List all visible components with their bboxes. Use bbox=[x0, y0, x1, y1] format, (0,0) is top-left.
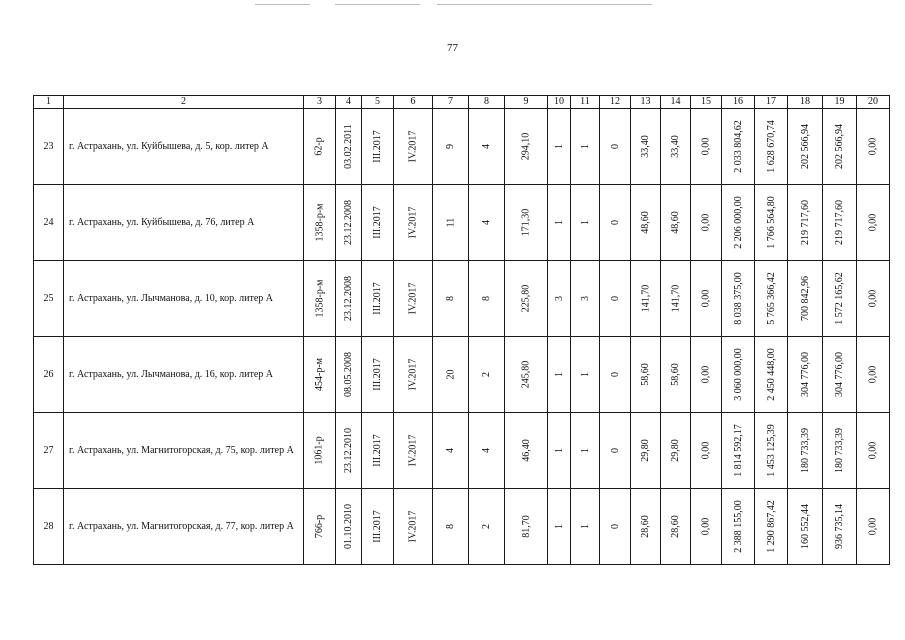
amount-total-text: 8 038 375,00 bbox=[732, 272, 744, 325]
cell-col-13-text: 48,60 bbox=[640, 211, 651, 234]
header-cell: 11 bbox=[571, 96, 600, 109]
cell-col-11 bbox=[571, 489, 600, 565]
decree-date bbox=[336, 337, 362, 413]
cell-col-15-text: 0,00 bbox=[700, 289, 712, 308]
cell-col-12-text: 0 bbox=[609, 372, 621, 377]
cell-col-11 bbox=[571, 109, 600, 185]
decree-date-text: 01.10.2010 bbox=[343, 504, 354, 549]
area-value bbox=[505, 185, 548, 261]
amount-col-17-text: 1 766 564,80 bbox=[765, 196, 777, 249]
address-cell: г. Астрахань, ул. Куйбышева, д. 76, литер А bbox=[64, 185, 304, 261]
decree-date bbox=[336, 109, 362, 185]
cell-col-15-text: 0,00 bbox=[700, 517, 712, 536]
amount-total bbox=[722, 261, 755, 337]
decree-number bbox=[304, 413, 336, 489]
cell-col-15 bbox=[691, 337, 722, 413]
amount-col-17 bbox=[755, 185, 788, 261]
amount-total-text: 2 206 000,00 bbox=[732, 196, 744, 249]
amount-col-17 bbox=[755, 109, 788, 185]
cell-col-15 bbox=[691, 489, 722, 565]
cell-col-14-text: 48,60 bbox=[670, 211, 681, 234]
cell-col-7-text: 8 bbox=[445, 296, 456, 301]
row-number: 24 bbox=[34, 185, 64, 261]
amount-col-18-text: 160 552,44 bbox=[799, 504, 811, 549]
cell-col-7-text: 11 bbox=[444, 217, 456, 228]
cell-col-13-text: 58,60 bbox=[640, 363, 651, 386]
amount-col-18-text: 219 717,60 bbox=[799, 200, 811, 245]
cell-col-11 bbox=[571, 261, 600, 337]
cell-col-13 bbox=[631, 261, 661, 337]
amount-col-20 bbox=[857, 261, 890, 337]
amount-col-18-text: 180 733,39 bbox=[799, 428, 811, 473]
amount-col-20-text: 0,00 bbox=[867, 213, 879, 232]
end-quarter-text: IV.2017 bbox=[407, 358, 419, 391]
cell-col-12 bbox=[600, 413, 631, 489]
cell-col-12-text: 0 bbox=[609, 296, 621, 301]
amount-total bbox=[722, 185, 755, 261]
cell-col-11 bbox=[571, 337, 600, 413]
table-row bbox=[34, 413, 890, 489]
amount-col-19-text: 304 776,00 bbox=[834, 352, 845, 397]
header-cell: 10 bbox=[548, 96, 571, 109]
area-value-text: 171,30 bbox=[520, 208, 532, 237]
amount-col-19-text: 219 717,60 bbox=[834, 200, 845, 245]
table-row bbox=[34, 489, 890, 565]
end-quarter-text: IV.2017 bbox=[407, 510, 419, 543]
amount-col-20-text: 0,00 bbox=[867, 441, 879, 460]
row-number: 26 bbox=[34, 337, 64, 413]
cell-col-12 bbox=[600, 489, 631, 565]
data-table bbox=[33, 95, 890, 565]
amount-col-19-text: 1 572 165,62 bbox=[834, 272, 845, 325]
address-cell: г. Астрахань, ул. Лычманова, д. 16, кор. литер А bbox=[64, 337, 304, 413]
start-quarter bbox=[362, 413, 394, 489]
cell-col-13 bbox=[631, 413, 661, 489]
amount-col-17-text: 1 453 125,39 bbox=[765, 424, 777, 477]
amount-col-17-text: 1 628 670,74 bbox=[765, 120, 777, 173]
amount-col-17 bbox=[755, 261, 788, 337]
area-value-text: 294,10 bbox=[520, 132, 532, 161]
amount-total-text: 2 388 155,00 bbox=[732, 500, 744, 553]
amount-col-18 bbox=[788, 109, 823, 185]
address-cell: г. Астрахань, ул. Куйбышева, д. 5, кор. литер А bbox=[64, 109, 304, 185]
end-quarter bbox=[394, 261, 433, 337]
start-quarter-text: III.2017 bbox=[372, 434, 383, 467]
row-number: 25 bbox=[34, 261, 64, 337]
start-quarter-text: III.2017 bbox=[372, 358, 383, 391]
cell-col-10 bbox=[548, 261, 571, 337]
decree-date-text: 03.02.2011 bbox=[343, 124, 355, 169]
cell-col-11-text: 1 bbox=[579, 524, 591, 529]
cell-col-12 bbox=[600, 261, 631, 337]
cell-col-14-text: 141,70 bbox=[670, 284, 681, 313]
decree-number-text: 62-р bbox=[314, 137, 325, 156]
cell-col-15-text: 0,00 bbox=[700, 441, 712, 460]
cell-col-10-text: 1 bbox=[553, 220, 565, 225]
amount-col-20-text: 0,00 bbox=[867, 517, 879, 536]
cell-col-15 bbox=[691, 109, 722, 185]
amount-col-17-text: 1 290 867,42 bbox=[765, 500, 777, 553]
amount-col-20 bbox=[857, 185, 890, 261]
cell-col-10-text: 1 bbox=[553, 372, 565, 377]
address-cell: г. Астрахань, ул. Магнитогорская, д. 75, кор. литер А bbox=[64, 413, 304, 489]
scan-artifact-line bbox=[335, 4, 420, 5]
decree-date-text: 08.05.2008 bbox=[343, 352, 354, 397]
amount-col-19 bbox=[823, 337, 857, 413]
area-value bbox=[505, 109, 548, 185]
start-quarter-text: III.2017 bbox=[372, 510, 383, 543]
area-value-text: 225,80 bbox=[520, 284, 532, 313]
cell-col-10-text: 3 bbox=[553, 296, 565, 301]
start-quarter-text: III.2017 bbox=[372, 282, 383, 315]
cell-col-8-text: 2 bbox=[481, 524, 492, 529]
header-cell: 15 bbox=[691, 96, 722, 109]
cell-col-10 bbox=[548, 413, 571, 489]
cell-col-10 bbox=[548, 109, 571, 185]
start-quarter bbox=[362, 261, 394, 337]
address-cell: г. Астрахань, ул. Магнитогорская, д. 77, кор. литер А bbox=[64, 489, 304, 565]
decree-number-text: 766-р bbox=[314, 514, 325, 539]
cell-col-8 bbox=[469, 337, 505, 413]
amount-col-20 bbox=[857, 337, 890, 413]
end-quarter-text: IV.2017 bbox=[407, 434, 419, 467]
cell-col-14 bbox=[661, 337, 691, 413]
header-row bbox=[34, 96, 890, 109]
cell-col-8 bbox=[469, 109, 505, 185]
amount-col-17-text: 5 765 366,42 bbox=[765, 272, 777, 325]
scan-artifact-line bbox=[255, 4, 310, 5]
area-value bbox=[505, 261, 548, 337]
amount-total bbox=[722, 337, 755, 413]
amount-col-20-text: 0,00 bbox=[867, 137, 879, 156]
scan-artifact-line bbox=[437, 4, 652, 5]
address-cell: г. Астрахань, ул. Лычманова, д. 10, кор. литер А bbox=[64, 261, 304, 337]
cell-col-13-text: 33,40 bbox=[640, 135, 651, 158]
cell-col-13-text: 28,60 bbox=[640, 515, 651, 538]
amount-col-17 bbox=[755, 489, 788, 565]
cell-col-8 bbox=[469, 489, 505, 565]
cell-col-15-text: 0,00 bbox=[700, 213, 712, 232]
amount-col-17-text: 2 450 448,00 bbox=[765, 348, 777, 401]
amount-col-18 bbox=[788, 261, 823, 337]
cell-col-11-text: 1 bbox=[579, 220, 591, 225]
cell-col-10 bbox=[548, 489, 571, 565]
cell-col-11-text: 1 bbox=[579, 448, 591, 453]
amount-col-18 bbox=[788, 337, 823, 413]
cell-col-15-text: 0,00 bbox=[700, 137, 712, 156]
header-cell: 13 bbox=[631, 96, 661, 109]
header-cell: 19 bbox=[823, 96, 857, 109]
cell-col-7-text: 9 bbox=[445, 144, 456, 149]
cell-col-10-text: 1 bbox=[553, 448, 565, 453]
cell-col-12-text: 0 bbox=[609, 220, 621, 225]
table-row bbox=[34, 185, 890, 261]
cell-col-13 bbox=[631, 185, 661, 261]
header-cell: 4 bbox=[336, 96, 362, 109]
cell-col-8 bbox=[469, 261, 505, 337]
cell-col-11-text: 1 bbox=[579, 372, 591, 377]
cell-col-12 bbox=[600, 337, 631, 413]
amount-col-19-text: 180 733,39 bbox=[834, 428, 845, 473]
start-quarter-text: III.2017 bbox=[372, 206, 383, 239]
cell-col-8-text: 4 bbox=[481, 144, 492, 149]
page-number: 77 bbox=[447, 42, 458, 54]
amount-col-18 bbox=[788, 185, 823, 261]
end-quarter-text: IV.2017 bbox=[407, 130, 419, 163]
header-cell: 3 bbox=[304, 96, 336, 109]
amount-col-19 bbox=[823, 109, 857, 185]
amount-col-18 bbox=[788, 413, 823, 489]
end-quarter-text: IV.2017 bbox=[407, 206, 419, 239]
table-row bbox=[34, 261, 890, 337]
amount-total bbox=[722, 413, 755, 489]
amount-col-19 bbox=[823, 185, 857, 261]
start-quarter bbox=[362, 489, 394, 565]
cell-col-8-text: 2 bbox=[481, 372, 492, 377]
cell-col-13-text: 141,70 bbox=[640, 284, 651, 313]
cell-col-14 bbox=[661, 413, 691, 489]
cell-col-11-text: 1 bbox=[579, 144, 591, 149]
table-row bbox=[34, 109, 890, 185]
header-cell: 6 bbox=[394, 96, 433, 109]
header-cell: 18 bbox=[788, 96, 823, 109]
cell-col-7 bbox=[433, 185, 469, 261]
header-cell: 1 bbox=[34, 96, 64, 109]
amount-col-17 bbox=[755, 337, 788, 413]
cell-col-14-text: 28,60 bbox=[670, 515, 681, 538]
cell-col-12-text: 0 bbox=[609, 144, 621, 149]
amount-total bbox=[722, 109, 755, 185]
amount-col-19 bbox=[823, 489, 857, 565]
amount-col-18-text: 304 776,00 bbox=[799, 352, 811, 397]
cell-col-15 bbox=[691, 261, 722, 337]
cell-col-12-text: 0 bbox=[609, 524, 621, 529]
row-number: 23 bbox=[34, 109, 64, 185]
header-cell: 7 bbox=[433, 96, 469, 109]
area-value bbox=[505, 489, 548, 565]
cell-col-8 bbox=[469, 185, 505, 261]
cell-col-11-text: 3 bbox=[579, 296, 591, 301]
cell-col-8-text: 4 bbox=[481, 220, 492, 225]
start-quarter bbox=[362, 109, 394, 185]
decree-date bbox=[336, 261, 362, 337]
decree-date bbox=[336, 413, 362, 489]
cell-col-12 bbox=[600, 185, 631, 261]
header-cell: 8 bbox=[469, 96, 505, 109]
header-cell: 20 bbox=[857, 96, 890, 109]
cell-col-14-text: 33,40 bbox=[670, 135, 681, 158]
cell-col-14 bbox=[661, 109, 691, 185]
amount-col-18-text: 700 842,96 bbox=[799, 276, 811, 321]
header-cell: 16 bbox=[722, 96, 755, 109]
amount-col-18 bbox=[788, 489, 823, 565]
header-cell: 2 bbox=[64, 96, 304, 109]
cell-col-7-text: 4 bbox=[445, 448, 456, 453]
header-cell: 9 bbox=[505, 96, 548, 109]
decree-number bbox=[304, 261, 336, 337]
cell-col-10-text: 1 bbox=[553, 524, 565, 529]
cell-col-12-text: 0 bbox=[609, 448, 621, 453]
amount-total-text: 1 814 592,17 bbox=[732, 424, 744, 477]
cell-col-7-text: 8 bbox=[445, 524, 456, 529]
cell-col-14 bbox=[661, 261, 691, 337]
decree-number bbox=[304, 337, 336, 413]
cell-col-11 bbox=[571, 185, 600, 261]
start-quarter-text: III.2017 bbox=[372, 130, 383, 163]
cell-col-10 bbox=[548, 337, 571, 413]
decree-date bbox=[336, 489, 362, 565]
decree-number bbox=[304, 489, 336, 565]
cell-col-14-text: 58,60 bbox=[670, 363, 681, 386]
cell-col-7 bbox=[433, 261, 469, 337]
area-value-text: 81,70 bbox=[520, 515, 532, 538]
start-quarter bbox=[362, 337, 394, 413]
cell-col-15-text: 0,00 bbox=[700, 365, 712, 384]
cell-col-7 bbox=[433, 413, 469, 489]
cell-col-12 bbox=[600, 109, 631, 185]
row-number: 27 bbox=[34, 413, 64, 489]
area-value-text: 46,40 bbox=[520, 439, 532, 462]
amount-col-19-text: 936 735,14 bbox=[834, 504, 845, 549]
amount-col-19 bbox=[823, 261, 857, 337]
cell-col-7 bbox=[433, 109, 469, 185]
cell-col-8 bbox=[469, 413, 505, 489]
amount-total-text: 3 060 000,00 bbox=[732, 348, 744, 401]
header-cell: 14 bbox=[661, 96, 691, 109]
cell-col-13 bbox=[631, 337, 661, 413]
amount-col-17 bbox=[755, 413, 788, 489]
area-value-text: 245,80 bbox=[520, 360, 532, 389]
decree-number-text: 1358-р-м bbox=[314, 203, 325, 242]
cell-col-11 bbox=[571, 413, 600, 489]
header-cell: 12 bbox=[600, 96, 631, 109]
decree-number-text: 1061-р bbox=[314, 436, 325, 465]
end-quarter bbox=[394, 185, 433, 261]
cell-col-10 bbox=[548, 185, 571, 261]
decree-date-text: 23.12.2010 bbox=[343, 428, 354, 473]
cell-col-13 bbox=[631, 489, 661, 565]
decree-number bbox=[304, 109, 336, 185]
area-value bbox=[505, 337, 548, 413]
cell-col-10-text: 1 bbox=[553, 144, 565, 149]
amount-col-20-text: 0,00 bbox=[867, 365, 879, 384]
cell-col-13-text: 29,80 bbox=[640, 439, 651, 462]
row-number: 28 bbox=[34, 489, 64, 565]
area-value bbox=[505, 413, 548, 489]
cell-col-7 bbox=[433, 489, 469, 565]
decree-date bbox=[336, 185, 362, 261]
decree-number-text: 1358-р-м bbox=[314, 279, 325, 318]
decree-number bbox=[304, 185, 336, 261]
start-quarter bbox=[362, 185, 394, 261]
cell-col-14-text: 29,80 bbox=[670, 439, 681, 462]
end-quarter bbox=[394, 337, 433, 413]
amount-col-20 bbox=[857, 489, 890, 565]
header-cell: 17 bbox=[755, 96, 788, 109]
amount-col-20-text: 0,00 bbox=[867, 289, 879, 308]
amount-total bbox=[722, 489, 755, 565]
cell-col-8-text: 8 bbox=[481, 296, 492, 301]
cell-col-15 bbox=[691, 185, 722, 261]
cell-col-13 bbox=[631, 109, 661, 185]
end-quarter bbox=[394, 109, 433, 185]
cell-col-14 bbox=[661, 185, 691, 261]
amount-total-text: 2 033 804,62 bbox=[732, 120, 744, 173]
end-quarter-text: IV.2017 bbox=[407, 282, 419, 315]
amount-col-20 bbox=[857, 109, 890, 185]
cell-col-15 bbox=[691, 413, 722, 489]
end-quarter bbox=[394, 489, 433, 565]
cell-col-14 bbox=[661, 489, 691, 565]
cell-col-7-text: 20 bbox=[445, 369, 456, 380]
table-row bbox=[34, 337, 890, 413]
cell-col-7 bbox=[433, 337, 469, 413]
decree-number-text: 454-р-м bbox=[314, 358, 325, 391]
amount-col-18-text: 202 566,94 bbox=[799, 124, 811, 169]
amount-col-20 bbox=[857, 413, 890, 489]
amount-col-19 bbox=[823, 413, 857, 489]
decree-date-text: 23.12.2008 bbox=[343, 200, 354, 245]
end-quarter bbox=[394, 413, 433, 489]
amount-col-19-text: 202 566,94 bbox=[834, 124, 845, 169]
header-cell: 5 bbox=[362, 96, 394, 109]
cell-col-8-text: 4 bbox=[481, 448, 492, 453]
decree-date-text: 23.12.2008 bbox=[343, 276, 354, 321]
